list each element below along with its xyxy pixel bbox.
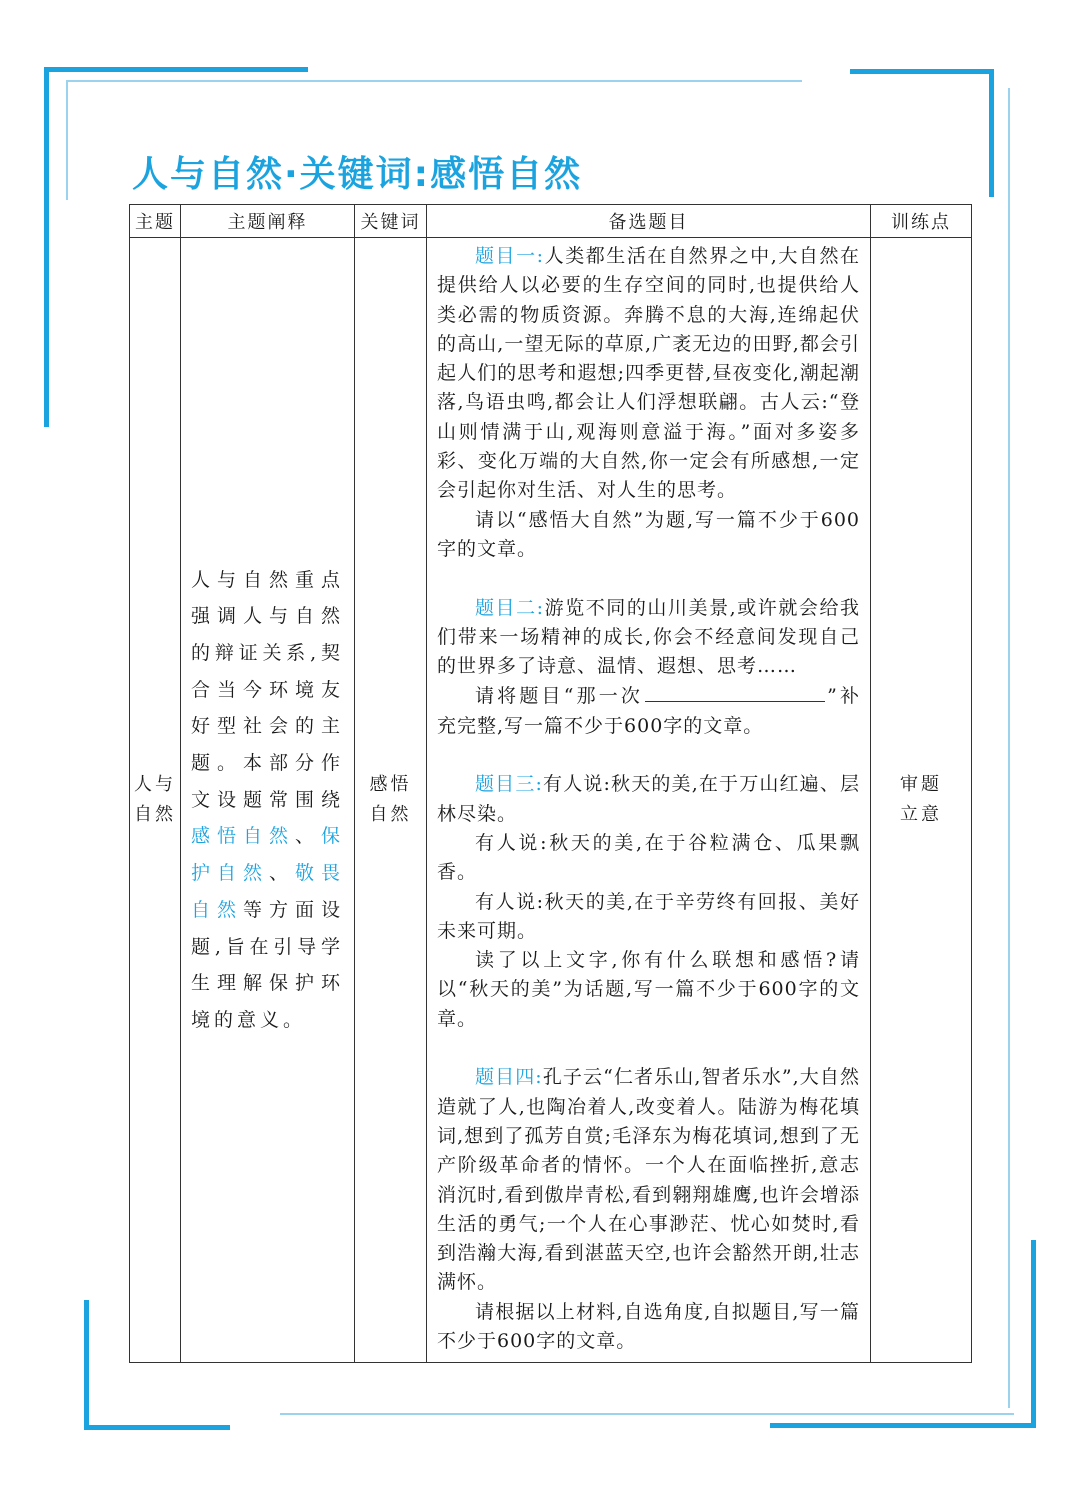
topic-2-requirement-after: ”补充完整,写一篇不少于600字的文章。 (437, 685, 860, 737)
topic-3 (437, 770, 860, 1034)
topic-4-label: 题目四: (475, 1066, 543, 1089)
frame-bottom-right-vertical (1031, 1240, 1036, 1428)
topic-3-paragraph-4: 读了以上文字,你有什么联想和感悟?请以“秋天的美”为话题,写一篇不少于600字的文章。 (437, 949, 860, 1030)
frame-top-left-vertical (44, 67, 49, 427)
topic-2-label: 题目二: (475, 596, 545, 619)
header-point: 训练点 (871, 205, 972, 238)
topic-2-requirement-before: 请将题目“那一次 (475, 685, 644, 708)
explain-text-2: 等方面设题,旨在引导学生理解保护环境的意义。 (191, 898, 344, 1031)
topic-4-paragraph-1: 孔子云“仁者乐山,智者乐水”,大自然造就了人,也陶冶着人,改变着人。陆游为梅花填词,想到了孤芳自赏;毛泽东为梅花填词,想到了无产阶级革命者的情怀。一个人在面临挫折,意志消沉时,看到傲岸青松,看到翱翔雄鹰,也许会增添生活的勇气;一个人在心事渺茫、忧心如焚时,看到浩瀚大海,看到湛蓝天空,也许会豁然开朗,壮志满怀。 (437, 1066, 860, 1294)
topic-3-label: 题目三: (475, 773, 543, 796)
explain-sep-1: 、 (294, 825, 321, 848)
topic-1 (437, 242, 860, 564)
header-subject: 主题 (130, 205, 181, 238)
topic-3-paragraph-2: 有人说:秋天的美,在于谷粒满仓、瓜果飘香。 (437, 831, 860, 884)
explain-keyword-1: 感悟自然 (191, 825, 295, 848)
frame-right-thin-line (1008, 88, 1010, 1408)
table-header-row (130, 205, 972, 238)
topic-4-paragraph-2: 请根据以上材料,自选角度,自拟题目,写一篇不少于600字的文章。 (437, 1300, 860, 1352)
cell-explain (181, 238, 355, 1363)
cell-topics (427, 238, 871, 1363)
explain-keyword-2: 保护自然 (191, 825, 344, 885)
header-explain: 主题阐释 (181, 205, 355, 238)
frame-bottom-left-vertical (84, 1300, 89, 1430)
frame-bottom-left-horizontal (84, 1425, 230, 1430)
topic-table (129, 204, 972, 1363)
page-title: 人与自然·关键词:感悟自然 (132, 154, 583, 195)
frame-left-thin-line (66, 80, 68, 200)
frame-top-thin-line (66, 80, 802, 82)
topic-2 (437, 594, 860, 741)
topic-1-label: 题目一: (475, 245, 545, 267)
cell-keyword: 感悟自然 (355, 238, 427, 1363)
topic-3-paragraph-3: 有人说:秋天的美,在于辛劳终有回报、美好未来可期。 (437, 890, 860, 942)
topic-1-paragraph-1: 人类都生活在自然界之中,大自然在提供给人以必要的生存空间的同时,也提供给人类必需的物质资源。奔腾不息的大海,连绵起伏的高山,一望无际的草原,广袤无边的田野,都会引起人们的思考和遐想;四季更替,昼夜变化,潮起潮落,鸟语虫鸣,都会让人们浮想联翩。古人云:“登山则情满于山,观海则意溢于海。”面对多姿多彩、变化万端的大自然,你一定会有所感想,一定会引起你对生活、对人生的思考。 (437, 245, 861, 502)
frame-top-right-vertical (989, 69, 994, 197)
header-keyword: 关键词 (355, 205, 427, 238)
frame-bottom-thin-line (280, 1413, 1014, 1415)
topic-1-paragraph-2: 请以“感悟大自然”为题,写一篇不少于600字的文章。 (437, 508, 860, 560)
explain-text-1: 人与自然重点强调人与自然的辩证关系,契合当今环境友好型社会的主题。本部分作文设题常围绕 (191, 568, 344, 811)
fill-in-blank (645, 681, 825, 702)
topic-4 (437, 1063, 860, 1356)
cell-training-point: 审题立意 (871, 238, 972, 1363)
topic-2-paragraph-1: 游览不同的山川美景,或许就会给我们带来一场精神的成长,你会不经意间发现自己的世界多了诗意、温情、遐想、思考…… (437, 596, 861, 678)
frame-top-left-horizontal (44, 67, 308, 72)
cell-subject: 人与自然 (130, 238, 181, 1363)
topic-3-paragraph-1: 有人说:秋天的美,在于万山红遍、层林尽染。 (437, 773, 860, 825)
table-row (130, 238, 972, 1363)
frame-top-right-horizontal (850, 69, 994, 74)
frame-bottom-right-horizontal (770, 1423, 1036, 1428)
explain-keyword-3: 敬畏自然 (191, 862, 344, 921)
explain-sep-2: 、 (268, 862, 295, 885)
header-topics: 备选题目 (427, 205, 871, 238)
